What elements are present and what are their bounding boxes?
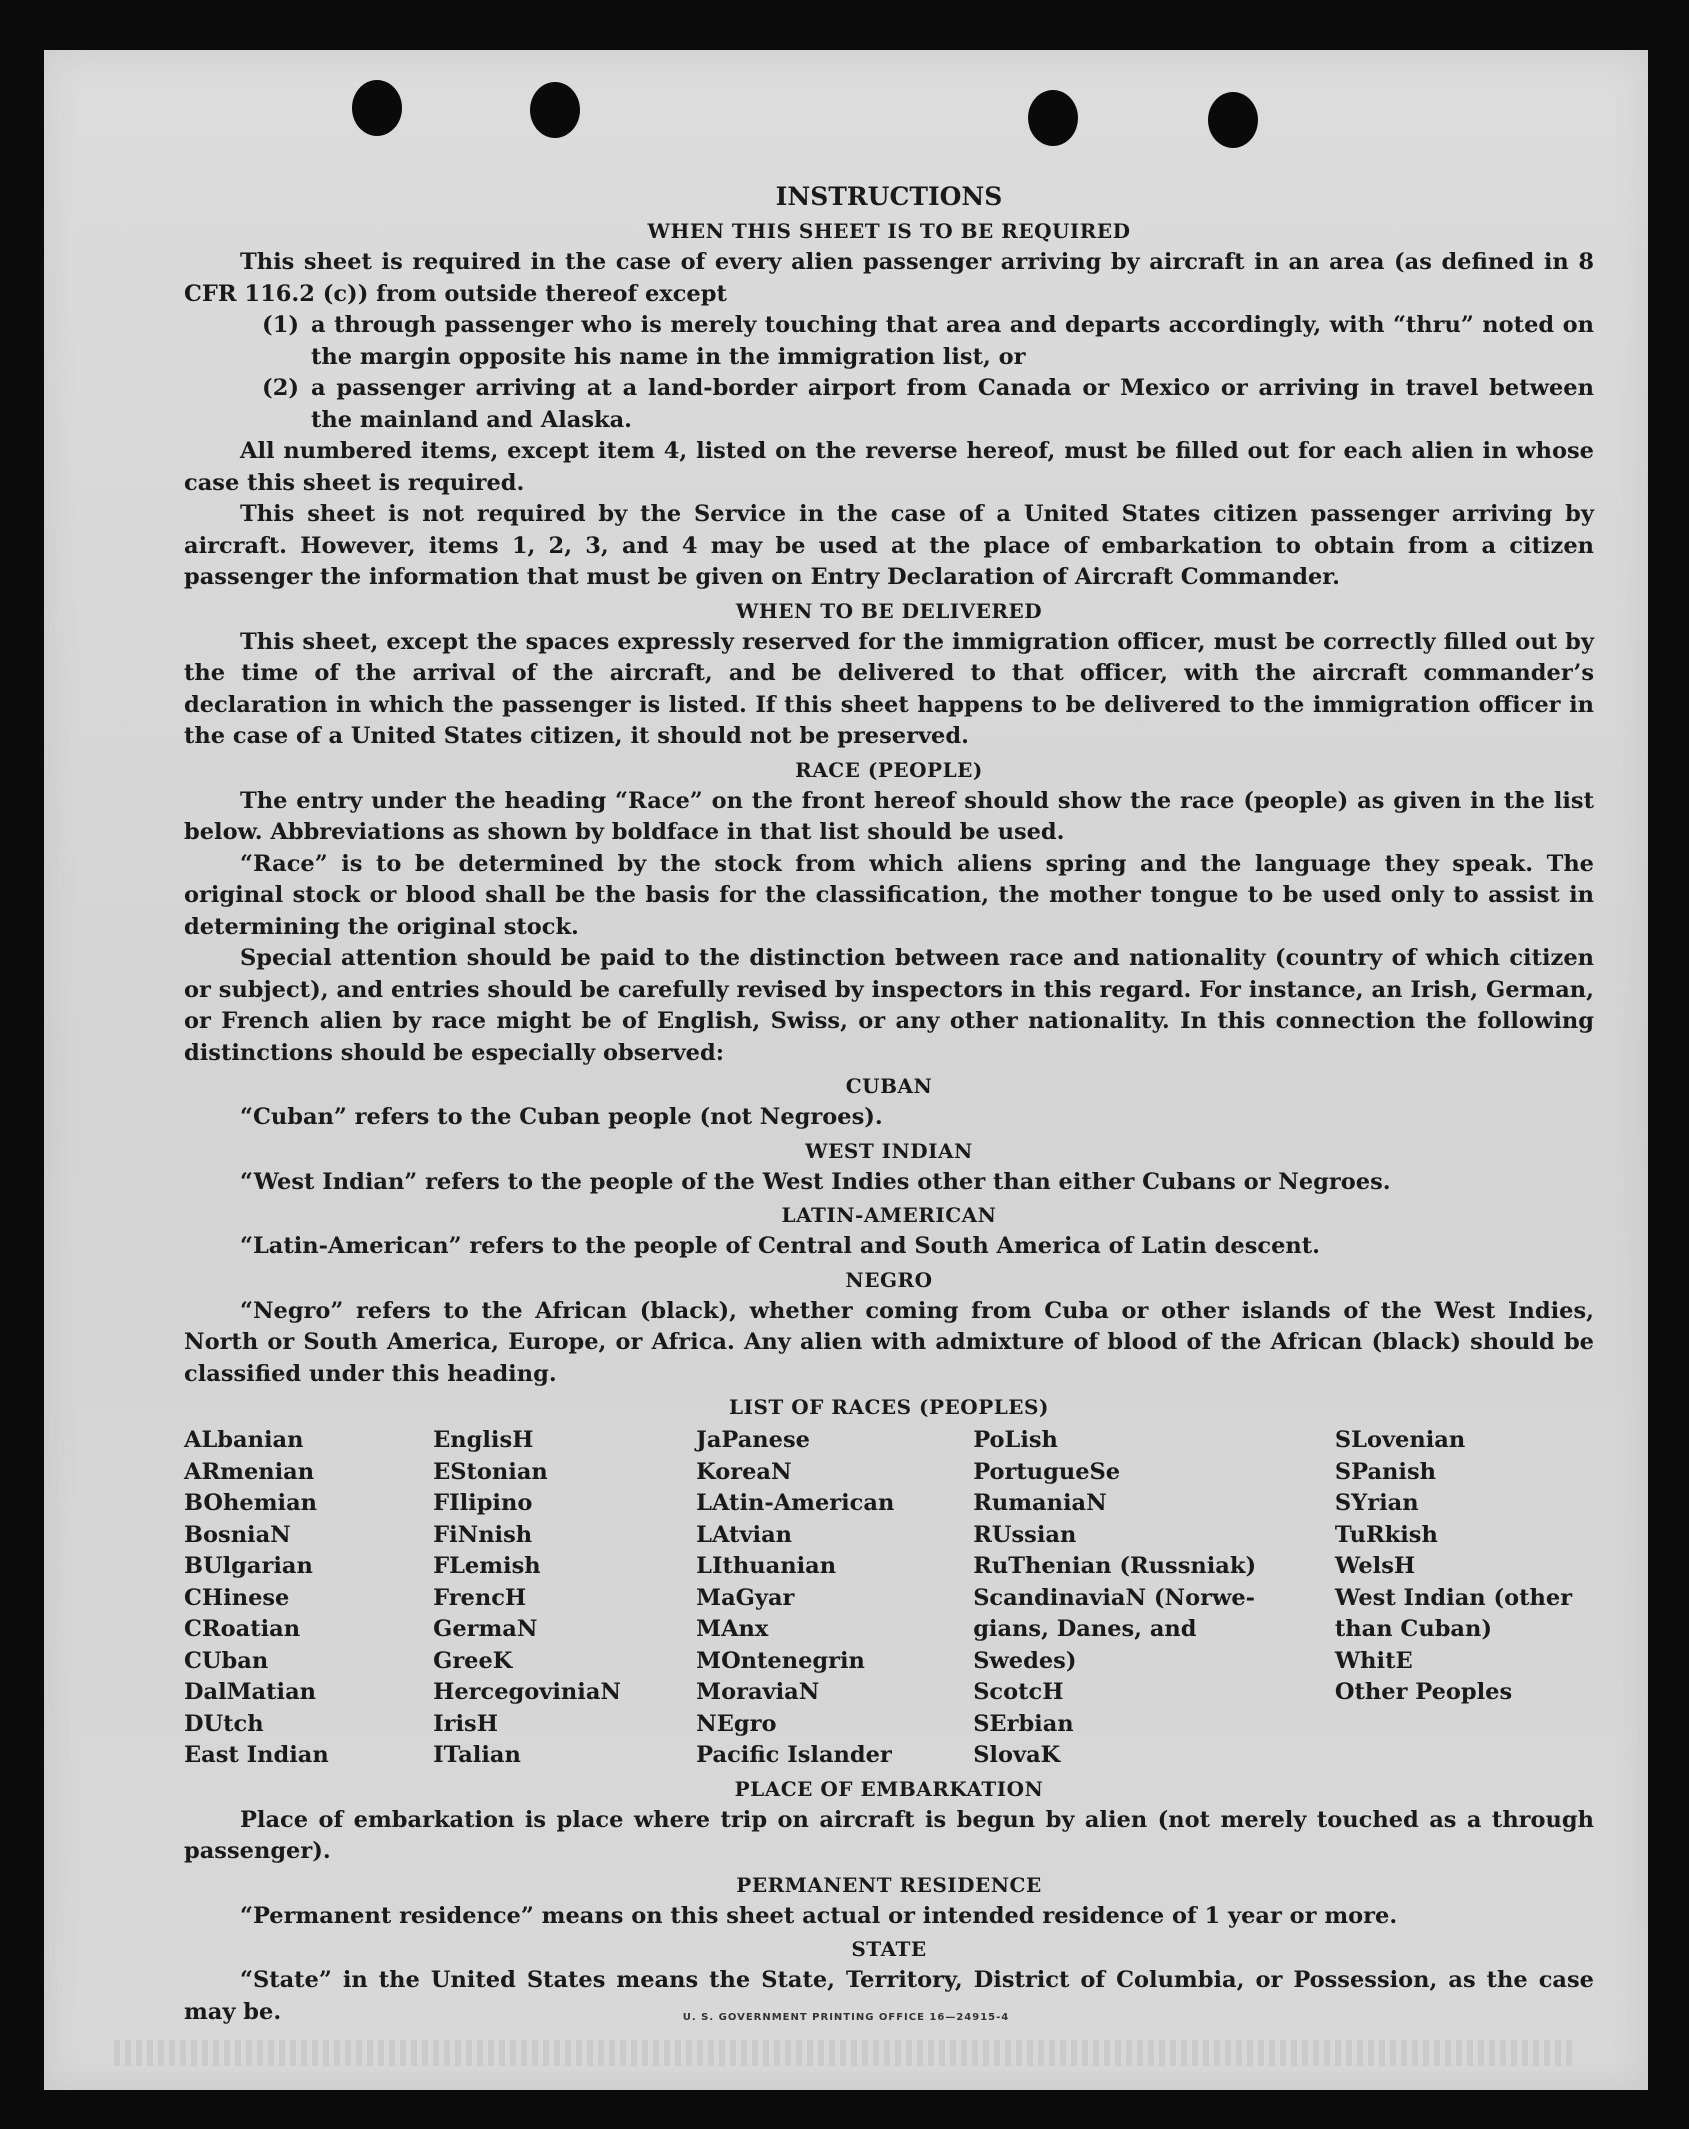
races-column — [184, 1425, 433, 1772]
race-entry: Other Peoples — [1334, 1679, 1513, 1705]
punch-hole — [352, 80, 402, 136]
delivery-text: This sheet, except the spaces expressly reserved for the immigration officer, must be correctly filled out by the time of the arrival of the aircraft, and be delivered to that officer, with the aircraft commander’s declaration in which the passenger is listed. If this sheet happens to be delivered to the immigration officer in the case of a United States citizen, it should not be preserved. — [184, 628, 1594, 749]
races-column — [696, 1425, 973, 1772]
latin-american-text: “Latin-American” refers to the people of Central and South America of Latin descent. — [240, 1233, 1320, 1259]
race-entry: West Indian (other than Cuban) — [1334, 1584, 1573, 1642]
embarkation-text: Place of embarkation is place where trip on aircraft is begun by alien (not merely touched as a through passenger). — [184, 1806, 1594, 1864]
required-intro: This sheet is required in the case of every alien passenger arriving by aircraft in an area (as defined in 8 CFR 116.2 (c)) from outside thereof except — [184, 249, 1594, 307]
exception-item — [184, 373, 1594, 436]
heading-state: STATE — [851, 1937, 927, 1961]
heading-negro: NEGRO — [845, 1267, 933, 1292]
faded-footnote-texture — [114, 2040, 1574, 2066]
race-entry: East Indian — [184, 1742, 329, 1768]
race-entry: Pacific Islander — [696, 1742, 892, 1768]
exception-number: (1) — [262, 312, 299, 338]
heading-cuban: CUBAN — [845, 1074, 933, 1098]
race-entry: WhitE — [1334, 1647, 1413, 1674]
heading-when-delivered: WHEN TO BE DELIVERED — [735, 598, 1043, 623]
race-entry: RuThenian (Russniak) — [973, 1553, 1257, 1579]
negro-text: “Negro” refers to the African (black), whether coming from Cuba or other islands of the West Indies, North or South America, Europe, or Africa. Any alien with admixture of blood of the African (black) should be classified under this heading. — [184, 1297, 1594, 1387]
races-column — [433, 1425, 696, 1772]
heading-race: RACE (PEOPLE) — [795, 757, 983, 782]
race-entry: SLovenian — [1334, 1427, 1466, 1453]
race-entry: ScandinaviaN (Norwe- gians, Danes, and Swedes) — [973, 1584, 1255, 1674]
race-entry: SErbian — [973, 1710, 1074, 1737]
race-para-2: “Race” is to be determined by the stock from which aliens spring and the language they speak. The original stock or blood shall be the basis for the classification, the mother tongue to be used only to assist in determining the original stock. — [184, 850, 1594, 940]
race-entry: ALbanian — [184, 1427, 304, 1453]
race-entry: ARmenian — [184, 1458, 315, 1485]
races-column — [973, 1425, 1335, 1772]
race-para-1: The entry under the heading “Race” on the front hereof should show the race (people) as given in the list below. Abbreviations as shown by boldface in that list should be used. — [184, 787, 1594, 845]
race-entry: NEgro — [696, 1710, 777, 1737]
heading-latin-american: LATIN-AMERICAN — [781, 1203, 997, 1227]
race-entry: KoreaN — [696, 1458, 792, 1485]
document-sheet — [44, 50, 1648, 2090]
race-entry: TuRkish — [1334, 1521, 1438, 1548]
race-entry: SlovaK — [973, 1742, 1061, 1768]
race-entry: BosniaN — [184, 1521, 291, 1548]
race-entry: IrisH — [433, 1710, 498, 1737]
races-list — [184, 1425, 1594, 1772]
race-entry: LIthuanian — [696, 1553, 837, 1579]
race-para-3: Special attention should be paid to the distinction between race and nationality (country of which citizen or subject), and entries should be carefully revised by inspectors in this regard. For instance, an Irish, German, or French alien by race might be of English, Swiss, or any other nationality. In this connection the following distinctions should be especially observed: — [184, 945, 1594, 1066]
residence-text: “Permanent residence” means on this sheet actual or intended residence of 1 year or more. — [240, 1902, 1398, 1929]
exception-text: a through passenger who is merely touching that area and departs accordingly, with “thru” noted on the margin opposite his name in the immigration list, or — [311, 312, 1594, 370]
race-entry: SPanish — [1334, 1458, 1436, 1485]
state-text: “State” in the United States means the State, Territory, District of Columbia, or Possession, as the case may be. — [184, 1967, 1594, 2025]
race-entry: RUssian — [973, 1521, 1077, 1548]
race-entry: CUban — [184, 1647, 269, 1674]
citizen-note: This sheet is not required by the Service in the case of a United States citizen passenger arriving by aircraft. However, items 1, 2, 3, and 4 may be used at the place of embarkation to obtain from a citizen passenger the information that must be given on Entry Declaration of Aircraft Commander. — [184, 501, 1594, 590]
race-entry: FrencH — [433, 1584, 527, 1611]
race-entry: FiNnish — [433, 1521, 533, 1548]
race-entry: HercegoviniaN — [433, 1679, 621, 1705]
race-entry: FLemish — [433, 1553, 541, 1579]
race-entry: MAnx — [696, 1616, 769, 1642]
race-entry: EnglisH — [433, 1427, 534, 1453]
race-entry: RumaniaN — [973, 1490, 1107, 1516]
printing-office-footer: U. S. GOVERNMENT PRINTING OFFICE 16—24915-4 — [682, 2012, 1010, 2023]
punch-hole — [1208, 92, 1258, 148]
race-entry: DalMatian — [184, 1679, 317, 1705]
race-entry: JaPanese — [696, 1427, 810, 1453]
west-indian-text: “West Indian” refers to the people of the West Indies other than either Cubans or Negroes. — [240, 1168, 1391, 1195]
race-entry: WelsH — [1334, 1553, 1416, 1579]
race-entry: BOhemian — [184, 1490, 318, 1516]
heading-place-of-embarkation: PLACE OF EMBARKATION — [734, 1776, 1044, 1801]
heading-permanent-residence: PERMANENT RESIDENCE — [736, 1872, 1042, 1897]
race-entry: CHinese — [184, 1584, 290, 1611]
instructions-title: INSTRUCTIONS — [775, 182, 1003, 211]
punch-hole — [530, 82, 580, 138]
race-entry: PoLish — [973, 1427, 1058, 1453]
race-entry: GermaN — [433, 1616, 538, 1642]
race-entry: DUtch — [184, 1710, 264, 1737]
race-entry: ITalian — [433, 1742, 521, 1768]
race-entry: PortugueSe — [973, 1458, 1121, 1485]
heading-list-of-races: LIST OF RACES (PEOPLES) — [729, 1395, 1049, 1419]
race-entry: LAtin-American — [696, 1490, 895, 1516]
race-entry: MoraviaN — [696, 1679, 820, 1705]
numbered-items-note: All numbered items, except item 4, listed on the reverse hereof, must be filled out for each alien in whose case this sheet is required. — [184, 438, 1594, 496]
exception-number: (2) — [262, 375, 299, 401]
race-entry: CRoatian — [184, 1616, 301, 1642]
exception-text: a passenger arriving at a land-border airport from Canada or Mexico or arriving in travel between the mainland and Alaska. — [311, 375, 1594, 433]
race-entry: GreeK — [433, 1647, 513, 1674]
race-entry: EStonian — [433, 1458, 548, 1485]
race-entry: MOntenegrin — [696, 1647, 865, 1674]
race-entry: MaGyar — [696, 1584, 795, 1611]
cuban-text: “Cuban” refers to the Cuban people (not Negroes). — [240, 1104, 883, 1130]
punch-hole — [1028, 90, 1078, 146]
race-entry: ScotcH — [973, 1679, 1064, 1705]
exception-item — [184, 310, 1594, 373]
race-entry: SYrian — [1334, 1490, 1419, 1516]
race-entry: BUlgarian — [184, 1553, 313, 1579]
races-column — [1335, 1425, 1594, 1772]
heading-west-indian: WEST INDIAN — [805, 1138, 973, 1163]
race-entry: LAtvian — [696, 1521, 793, 1548]
instructions-content — [184, 180, 1594, 2028]
race-entry: FIlipino — [433, 1490, 533, 1516]
heading-when-required: WHEN THIS SHEET IS TO BE REQUIRED — [647, 219, 1131, 243]
